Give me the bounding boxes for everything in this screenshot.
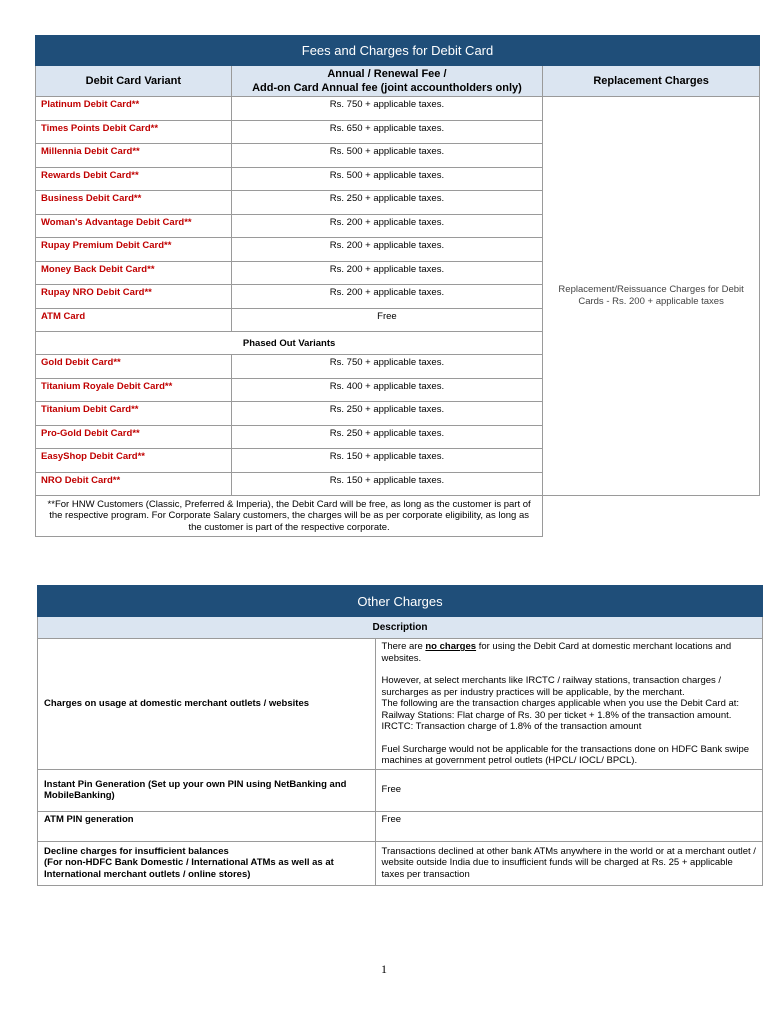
variant-name-text: Millennia Debit Card bbox=[41, 146, 133, 157]
charge-value: Transactions declined at other bank ATMs anywhere in the world or at a merchant outlet / website outside India due to insufficient funds will be charged at Rs. 25 + applicable taxes per transaction bbox=[375, 841, 762, 885]
variant-name bbox=[36, 402, 232, 426]
variant-fee: Rs. 650 + applicable taxes. bbox=[231, 120, 543, 144]
double-asterisk: ** bbox=[137, 451, 146, 462]
phased-out-label: Phased Out Variants bbox=[36, 332, 543, 355]
variant-name bbox=[36, 425, 232, 449]
variant-fee: Rs. 200 + applicable taxes. bbox=[231, 238, 543, 262]
variant-name bbox=[36, 261, 232, 285]
double-asterisk: ** bbox=[131, 404, 139, 415]
fees-header-row bbox=[36, 66, 760, 97]
double-asterisk: ** bbox=[113, 357, 121, 368]
charge-row bbox=[38, 811, 763, 841]
p1-pre: There are bbox=[381, 641, 426, 652]
variant-name-text: Business Debit Card bbox=[41, 193, 134, 204]
hnw-note bbox=[36, 496, 543, 537]
variant-fee: Rs. 250 + applicable taxes. bbox=[231, 425, 543, 449]
charge-paragraph: IRCTC: Transaction charge of 1.8% of the transaction amount bbox=[381, 721, 642, 732]
charge-paragraph bbox=[382, 641, 756, 664]
variant-name bbox=[36, 97, 232, 121]
other-title-row bbox=[38, 586, 763, 617]
header-replacement: Replacement Charges bbox=[543, 66, 760, 97]
charge-label: Instant Pin Generation (Set up your own PIN using NetBanking and MobileBanking) bbox=[38, 769, 376, 811]
double-asterisk: ** bbox=[131, 169, 139, 181]
replacement-charges-text: Replacement/Reissuance Charges for Debit Cards - Rs. 200 + applicable taxes bbox=[543, 97, 760, 496]
double-asterisk: ** bbox=[164, 240, 172, 251]
variant-name-text: EasyShop Debit Card bbox=[41, 451, 138, 462]
header-variant: Debit Card Variant bbox=[36, 66, 232, 97]
variant-fee: Rs. 200 + applicable taxes. bbox=[231, 214, 543, 238]
note-text: For HNW Customers (Classic, Preferred & Imperia), the Debit Card will be free, as long as the customer is part of the respective program. For Corporate Salary customers, the charges will be as per corporate eligibility, as long as the customer is part of the respective corporate. bbox=[49, 498, 531, 533]
variant-name bbox=[36, 167, 232, 191]
label-line1: Decline charges for insufficient balances bbox=[44, 845, 229, 857]
charge-value bbox=[375, 639, 762, 770]
variant-name-text: Titanium Debit Card bbox=[41, 404, 132, 415]
charge-value: Free bbox=[375, 769, 762, 811]
other-charges-table bbox=[37, 585, 763, 886]
variant-name bbox=[36, 285, 232, 309]
charge-paragraph: However, at select merchants like IRCTC / railway stations, transaction charges / surcharges as per industry practices will be applicable, by the merchant. bbox=[381, 675, 722, 698]
charge-row bbox=[38, 841, 763, 885]
variant-fee: Rs. 750 + applicable taxes. bbox=[231, 355, 543, 379]
variant-name-text: Pro-Gold Debit Card bbox=[41, 427, 133, 439]
variant-name bbox=[36, 144, 232, 168]
double-asterisk: ** bbox=[112, 474, 121, 486]
double-asterisk: ** bbox=[164, 380, 173, 392]
variant-name-text: Gold Debit Card bbox=[41, 357, 114, 368]
p1-post: for using the Debit Card at domestic merchant locations and websites. bbox=[381, 641, 732, 664]
charge-label: ATM PIN generation bbox=[38, 811, 376, 841]
double-asterisk: ** bbox=[132, 146, 140, 157]
variant-name bbox=[36, 355, 232, 379]
fees-title-row bbox=[36, 36, 760, 66]
fees-title: Fees and Charges for Debit Card bbox=[36, 36, 760, 66]
variant-name bbox=[36, 378, 232, 402]
variant-name bbox=[36, 449, 232, 473]
no-charges-emphasis: no charges bbox=[425, 641, 477, 652]
description-header: Description bbox=[38, 617, 763, 639]
variant-name-text: Rewards Debit Card bbox=[41, 169, 132, 181]
variant-name bbox=[36, 472, 232, 496]
variant-name bbox=[36, 120, 232, 144]
variant-fee: Rs. 500 + applicable taxes. bbox=[231, 144, 543, 168]
double-asterisk: ** bbox=[184, 216, 192, 228]
charge-paragraph: Fuel Surcharge would not be applicable for the transactions done on HDFC Bank swipe machines at government petrol outlets (HPCL/ IOCL/ BPCL). bbox=[381, 743, 750, 766]
variant-fee: Rs. 400 + applicable taxes. bbox=[231, 378, 543, 402]
variant-name bbox=[36, 238, 232, 262]
charge-row bbox=[38, 639, 763, 770]
variant-fee: Rs. 200 + applicable taxes. bbox=[231, 285, 543, 309]
note-asterisk: ** bbox=[47, 498, 55, 510]
variant-name bbox=[36, 191, 232, 215]
variant-name bbox=[36, 308, 232, 332]
charge-paragraph: The following are the transaction charges applicable when you use the Debit Card at: bbox=[381, 698, 740, 709]
variant-name-text: Times Points Debit Card bbox=[41, 122, 151, 134]
variant-name-text: Platinum Debit Card bbox=[41, 99, 132, 110]
double-asterisk: ** bbox=[144, 287, 152, 298]
variant-name-text: Rupay Premium Debit Card bbox=[41, 240, 164, 251]
variant-fee: Rs. 750 + applicable taxes. bbox=[231, 97, 543, 121]
double-asterisk: ** bbox=[150, 122, 159, 134]
charge-label: Charges on usage at domestic merchant outlets / websites bbox=[38, 639, 376, 770]
charge-value: Free bbox=[375, 811, 762, 841]
variant-fee: Rs. 150 + applicable taxes. bbox=[231, 472, 543, 496]
variant-fee: Rs. 250 + applicable taxes. bbox=[231, 191, 543, 215]
variant-name bbox=[36, 214, 232, 238]
variant-name-text: Money Back Debit Card bbox=[41, 263, 148, 275]
hnw-note-row bbox=[36, 496, 760, 537]
label-line2: (For non-HDFC Bank Domestic / International ATMs as well as at International merchant outlets / online stores) bbox=[44, 857, 334, 880]
double-asterisk: ** bbox=[132, 427, 140, 439]
charge-label bbox=[38, 841, 376, 885]
page-number: 1 bbox=[381, 962, 387, 976]
double-asterisk: ** bbox=[147, 263, 155, 275]
debit-card-fees-table bbox=[35, 35, 760, 537]
variant-fee: Rs. 200 + applicable taxes. bbox=[231, 261, 543, 285]
charge-paragraph: Railway Stations: Flat charge of Rs. 30 per ticket + 1.8% of the transaction amount. bbox=[381, 709, 732, 721]
charge-row bbox=[38, 769, 763, 811]
variant-name-text: Titanium Royale Debit Card bbox=[41, 380, 165, 392]
variant-fee: Rs. 150 + applicable taxes. bbox=[231, 449, 543, 473]
variant-fee: Free bbox=[231, 308, 543, 332]
double-asterisk: ** bbox=[131, 99, 140, 110]
variant-fee: Rs. 500 + applicable taxes. bbox=[231, 167, 543, 191]
fee-row bbox=[36, 97, 760, 121]
variant-name-text: NRO Debit Card bbox=[41, 474, 113, 486]
variant-name-text: ATM Card bbox=[41, 310, 86, 322]
header-annual-line2: Add-on Card Annual fee (joint accountholders only) bbox=[252, 82, 522, 94]
other-title: Other Charges bbox=[38, 586, 763, 617]
header-annual-fee bbox=[231, 66, 543, 97]
variant-name-text: Rupay NRO Debit Card bbox=[41, 287, 145, 298]
variant-fee: Rs. 250 + applicable taxes. bbox=[231, 402, 543, 426]
description-header-row bbox=[38, 617, 763, 639]
variant-name-text: Woman's Advantage Debit Card bbox=[41, 216, 185, 228]
header-annual-line1: Annual / Renewal Fee / bbox=[327, 68, 447, 80]
double-asterisk: ** bbox=[133, 193, 142, 204]
